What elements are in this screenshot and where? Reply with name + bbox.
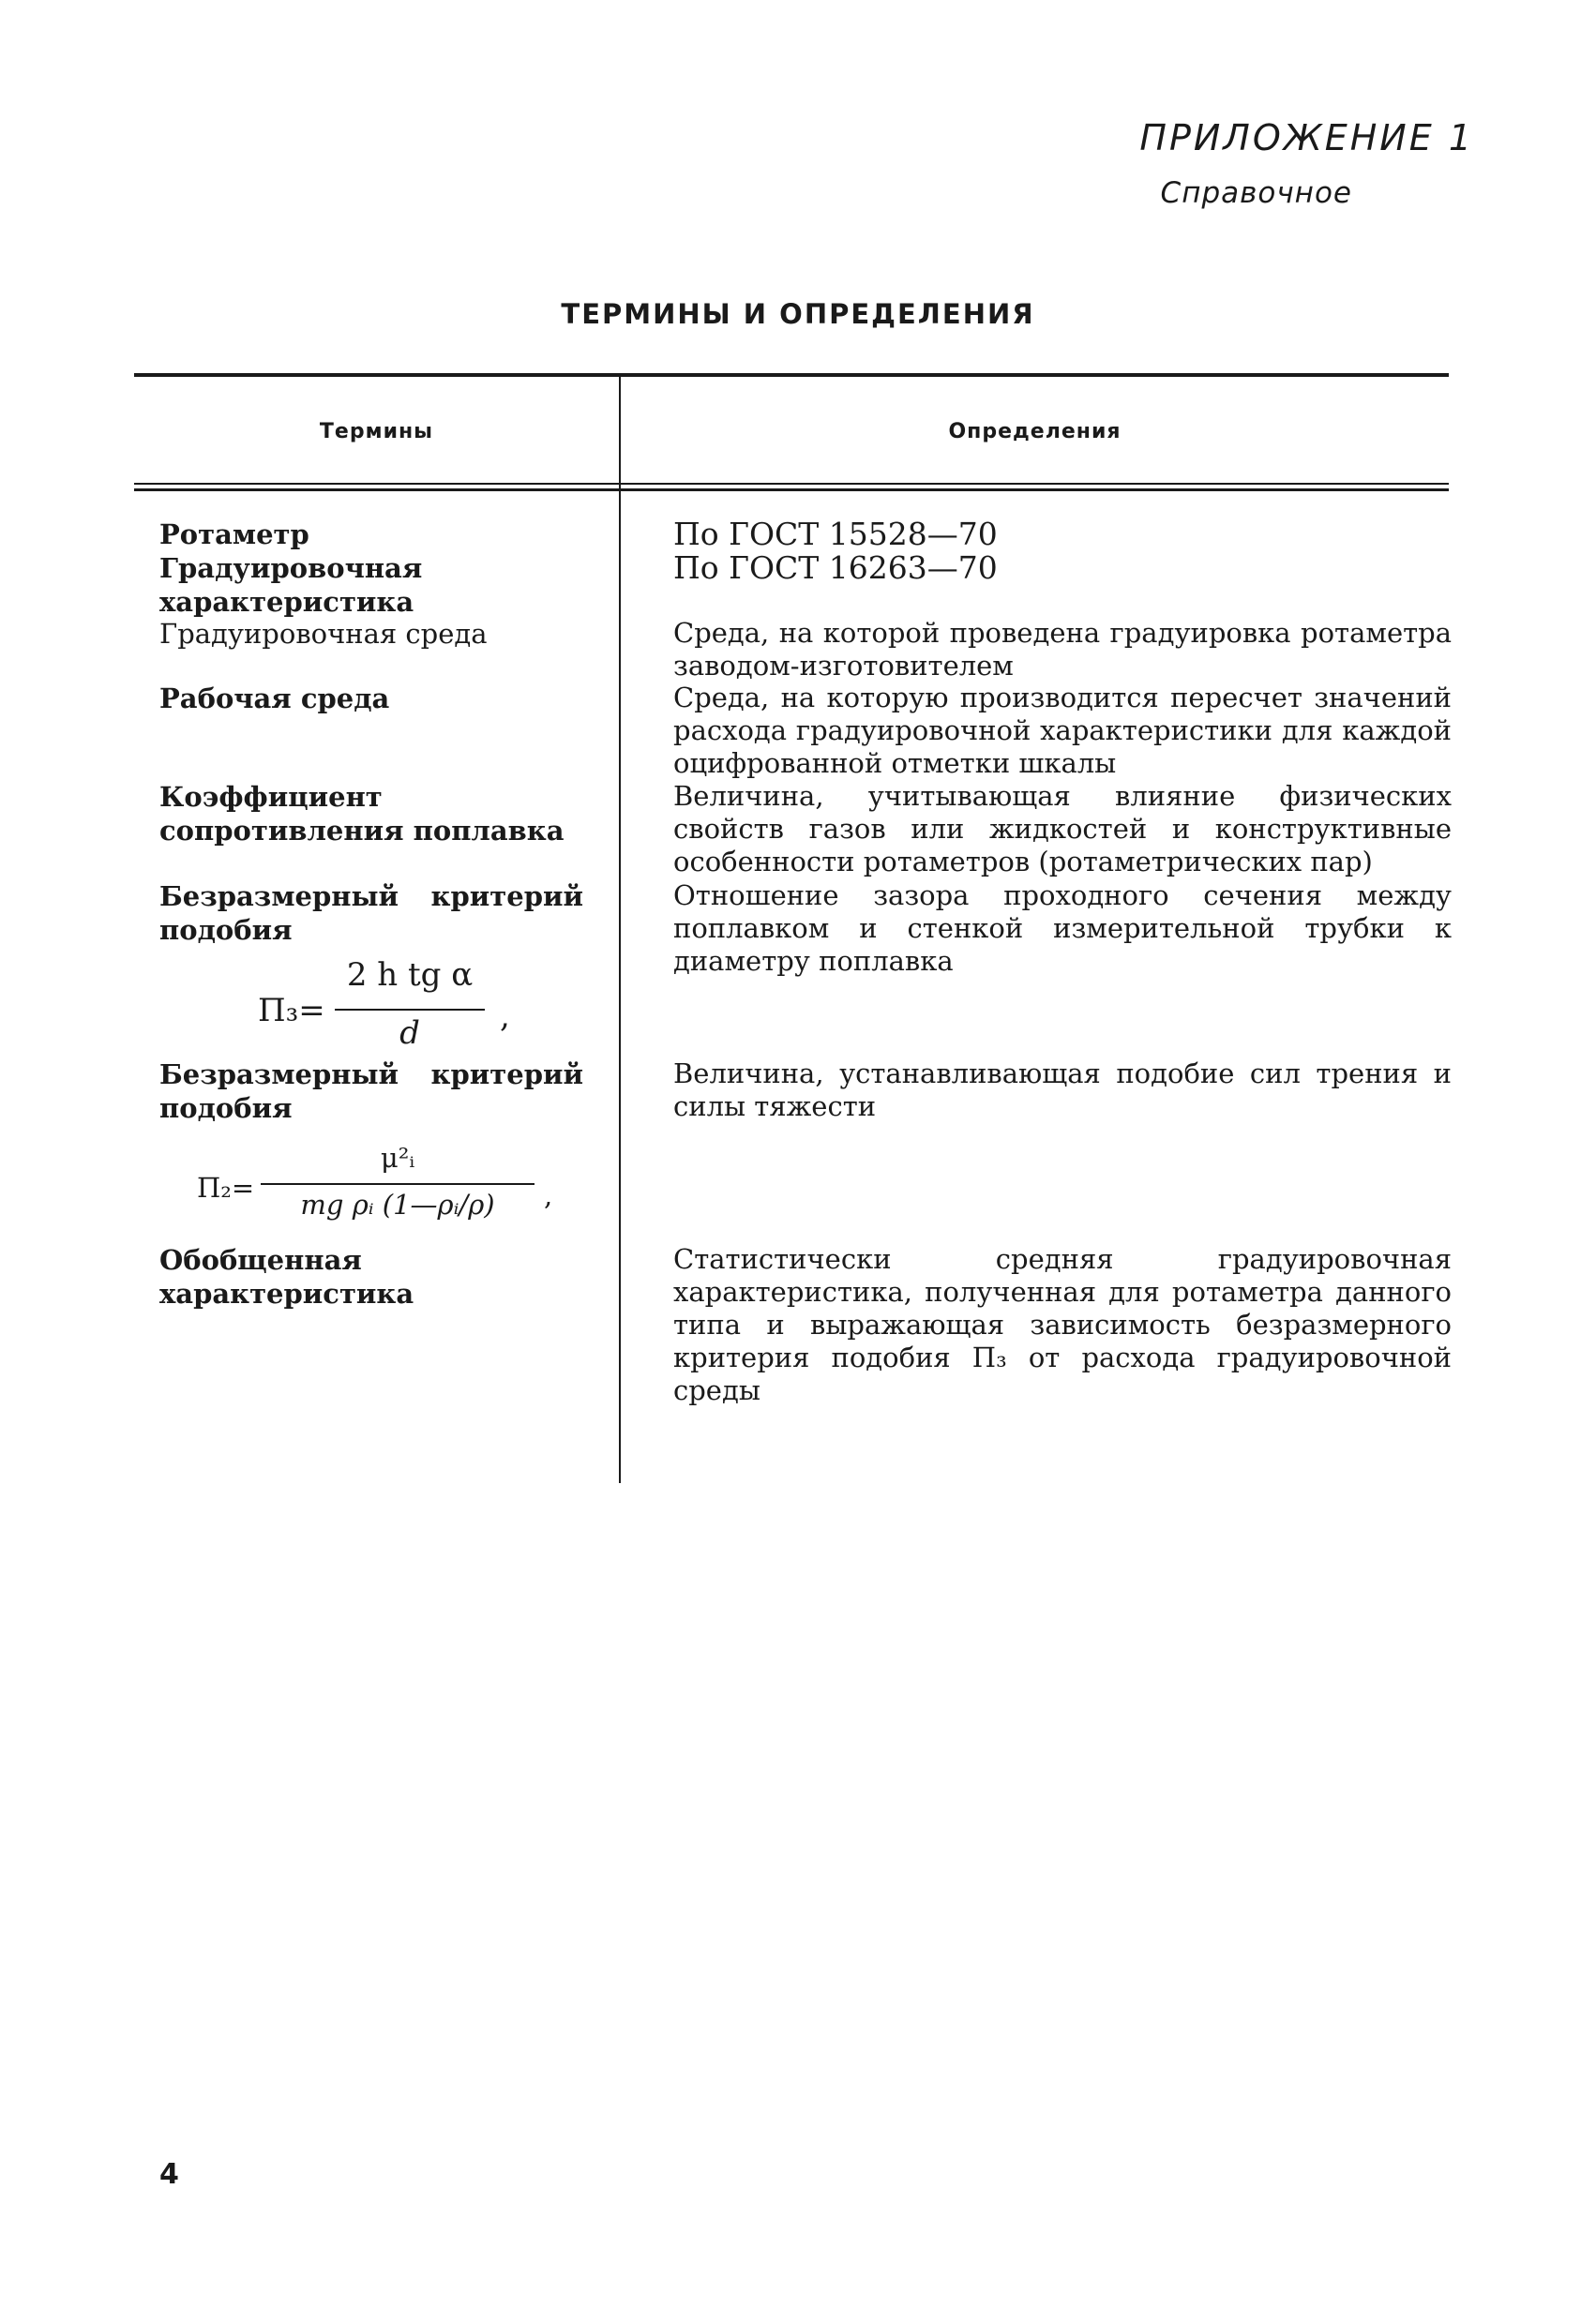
term-similarity-criterion-p2: Безразмерный критерий подобия (159, 1058, 583, 1124)
term-float-resistance-coefficient: Коэффициент сопротивления поплавка (159, 781, 565, 847)
column-header-terms: Термины (319, 420, 434, 443)
formula-p3-denominator: d (399, 1014, 420, 1052)
definition-similarity-criterion-p3: Отношение зазора проходного сечения между поплавком и стенкой измерительной трубки к диаметру поплавка (673, 879, 1452, 977)
term-calibration-characteristic: Градуировочная характеристика (159, 552, 423, 618)
formula-p2-numerator: μ²ᵢ (380, 1142, 415, 1174)
formula-p3 (258, 956, 539, 1059)
header-rule-double (134, 488, 1449, 491)
definition-calibration-medium: Среда, на которой проведена градуировка ротаметра заводом-изготовителем (673, 617, 1452, 682)
formula-p3-comma: , (500, 997, 510, 1035)
formula-p3-numerator: 2 h tg α (346, 956, 474, 994)
page-number: 4 (159, 2158, 179, 2191)
term-rotameter: Ротаметр (159, 518, 309, 550)
column-header-definitions: Определения (948, 420, 1122, 443)
appendix-label (1139, 114, 1474, 212)
definition-rotameter: По ГОСТ 15528—70 (673, 516, 998, 552)
formula-p2-fraction-bar (261, 1183, 535, 1185)
term-similarity-criterion-p3: Безразмерный критерий подобия (159, 880, 583, 946)
formula-p2 (197, 1142, 572, 1236)
section-title: ТЕРМИНЫ И ОПРЕДЕЛЕНИЯ (561, 298, 1035, 330)
term-working-medium: Рабочая среда (159, 682, 390, 714)
header-rule (134, 483, 1449, 485)
column-divider (619, 377, 621, 1483)
formula-p3-lhs: П₃= (258, 992, 325, 1029)
formula-p2-denominator: mg ρᵢ (1—ρᵢ/ρ) (300, 1189, 495, 1221)
definition-generalized-characteristic: Статистически средняя градуировочная характеристика, полученная для ротаметра данного типа и выражающая зависимость безразмерного критерия подобия П₃ от расхода градуировочной среды (673, 1243, 1452, 1406)
definition-float-resistance-coefficient: Величина, учитывающая влияние физических свойств газов или жидкостей и конструктивные особенности ротаметров (ротаметрических пар) (673, 780, 1452, 877)
term-generalized-characteristic: Обобщенная характеристика (159, 1244, 414, 1310)
definition-working-medium: Среда, на которую производится пересчет значений расхода градуировочной характеристики для каждой оцифрованной отметки шкалы (673, 682, 1452, 779)
definition-similarity-criterion-p2: Величина, устанавливающая подобие сил трения и силы тяжести (673, 1057, 1452, 1122)
term-calibration-medium: Градуировочная среда (159, 618, 488, 650)
appendix-title: ПРИЛОЖЕНИЕ 1 (1139, 117, 1474, 158)
table-top-rule (134, 373, 1449, 377)
appendix-subtitle: Справочное (1160, 176, 1352, 210)
definition-calibration-characteristic: По ГОСТ 16263—70 (673, 549, 998, 586)
formula-p2-comma: , (544, 1179, 553, 1211)
formula-p2-lhs: П₂= (197, 1172, 255, 1204)
formula-p3-fraction-bar (335, 1009, 485, 1011)
